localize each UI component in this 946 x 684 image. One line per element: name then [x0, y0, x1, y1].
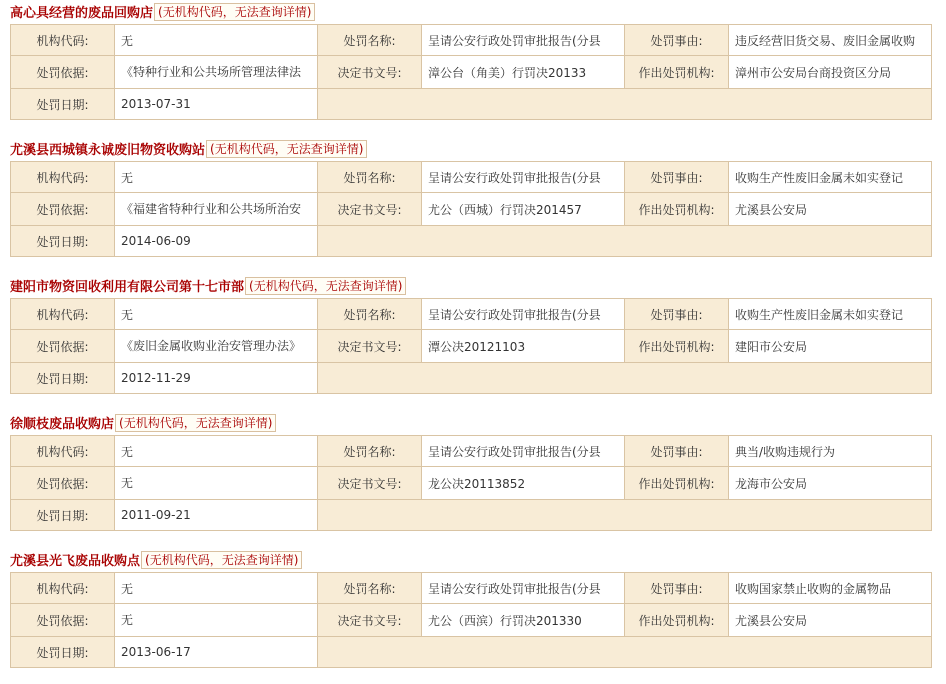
penalty-record [10, 139, 931, 257]
company-name-link[interactable]: 徐顺枝废品收购店 [10, 417, 115, 432]
org-code-value: 无 [115, 25, 318, 56]
org-code-value: 无 [115, 162, 318, 193]
penalty-basis-value: 《废旧金属收购业治安管理办法》 [115, 330, 318, 363]
penalty-reason-label: 处罚事由: [625, 162, 729, 193]
penalty-date-label: 处罚日期: [11, 637, 115, 668]
penalty-name-label: 处罚名称: [318, 573, 422, 604]
penalty-reason-label: 处罚事由: [625, 436, 729, 467]
record-detail-table [10, 161, 932, 257]
authority-label: 作出处罚机构: [625, 56, 729, 89]
empty-cell [318, 226, 932, 257]
record-header [10, 2, 931, 24]
penalty-date-label: 处罚日期: [11, 226, 115, 257]
org-code-label: 机构代码: [11, 25, 115, 56]
penalty-record [10, 276, 931, 394]
org-code-value: 无 [115, 299, 318, 330]
table-row [11, 363, 932, 394]
authority-value: 龙海市公安局 [729, 467, 932, 500]
penalty-basis-value: 《福建省特种行业和公共场所治安 [115, 193, 318, 226]
company-name-link[interactable]: 建阳市物资回收利用有限公司第十七市部 [10, 280, 245, 295]
table-row [11, 637, 932, 668]
authority-label: 作出处罚机构: [625, 330, 729, 363]
org-code-label: 机构代码: [11, 436, 115, 467]
penalty-date-value: 2011-09-21 [115, 500, 318, 531]
decision-no-label: 决定书文号: [318, 604, 422, 637]
penalty-name-label: 处罚名称: [318, 162, 422, 193]
decision-no-value: 尤公（西城）行罚决201457 [422, 193, 625, 226]
penalty-reason-value: 收购国家禁止收购的金属物品 [729, 573, 932, 604]
penalty-date-value: 2012-11-29 [115, 363, 318, 394]
record-detail-table [10, 435, 932, 531]
penalty-date-value: 2013-06-17 [115, 637, 318, 668]
table-row [11, 500, 932, 531]
penalty-date-label: 处罚日期: [11, 363, 115, 394]
authority-label: 作出处罚机构: [625, 467, 729, 500]
penalty-reason-label: 处罚事由: [625, 25, 729, 56]
org-code-value: 无 [115, 436, 318, 467]
penalty-record [10, 550, 931, 668]
authority-value: 建阳市公安局 [729, 330, 932, 363]
no-org-code-notice: (无机构代码，无法查询详情) [141, 551, 302, 569]
table-row [11, 162, 932, 193]
penalty-reason-label: 处罚事由: [625, 573, 729, 604]
penalty-record [10, 2, 931, 120]
company-name-link[interactable]: 高心具经营的废品回购店 [10, 6, 154, 21]
penalty-reason-value: 违反经营旧货交易、废旧金属收购 [729, 25, 932, 56]
empty-cell [318, 500, 932, 531]
penalty-name-label: 处罚名称: [318, 299, 422, 330]
penalty-basis-value: 无 [115, 604, 318, 637]
penalty-record [10, 413, 931, 531]
penalty-name-value: 呈请公安行政处罚审批报告(分县 [422, 573, 625, 604]
record-header [10, 413, 931, 435]
record-header [10, 139, 931, 161]
penalty-reason-label: 处罚事由: [625, 299, 729, 330]
decision-no-value: 龙公决20113852 [422, 467, 625, 500]
penalty-basis-value: 无 [115, 467, 318, 500]
penalty-reason-value: 收购生产性废旧金属未如实登记 [729, 162, 932, 193]
table-row [11, 299, 932, 330]
table-row [11, 330, 932, 363]
authority-label: 作出处罚机构: [625, 604, 729, 637]
record-detail-table [10, 572, 932, 668]
penalty-date-label: 处罚日期: [11, 500, 115, 531]
authority-value: 漳州市公安局台商投资区分局 [729, 56, 932, 89]
penalty-basis-label: 处罚依据: [11, 56, 115, 89]
no-org-code-notice: (无机构代码，无法查询详情) [245, 277, 406, 295]
record-detail-table [10, 24, 932, 120]
penalty-name-value: 呈请公安行政处罚审批报告(分县 [422, 299, 625, 330]
record-header [10, 276, 931, 298]
org-code-label: 机构代码: [11, 299, 115, 330]
no-org-code-notice: (无机构代码，无法查询详情) [206, 140, 367, 158]
org-code-value: 无 [115, 573, 318, 604]
table-row [11, 193, 932, 226]
penalty-basis-label: 处罚依据: [11, 604, 115, 637]
penalty-basis-value: 《特种行业和公共场所管理法律法 [115, 56, 318, 89]
penalty-name-value: 呈请公安行政处罚审批报告(分县 [422, 25, 625, 56]
table-row [11, 573, 932, 604]
no-org-code-notice: (无机构代码，无法查询详情) [154, 3, 315, 21]
no-org-code-notice: (无机构代码，无法查询详情) [115, 414, 276, 432]
authority-label: 作出处罚机构: [625, 193, 729, 226]
org-code-label: 机构代码: [11, 573, 115, 604]
record-detail-table [10, 298, 932, 394]
empty-cell [318, 637, 932, 668]
empty-cell [318, 89, 932, 120]
penalty-reason-value: 典当/收购违规行为 [729, 436, 932, 467]
decision-no-value: 漳公台（角美）行罚决20133 [422, 56, 625, 89]
company-name-link[interactable]: 尤溪县西城镇永诚废旧物资收购站 [10, 143, 206, 158]
table-row [11, 226, 932, 257]
record-header [10, 550, 931, 572]
table-row [11, 25, 932, 56]
penalty-name-value: 呈请公安行政处罚审批报告(分县 [422, 436, 625, 467]
authority-value: 尤溪县公安局 [729, 193, 932, 226]
table-row [11, 89, 932, 120]
table-row [11, 604, 932, 637]
decision-no-value: 潭公决20121103 [422, 330, 625, 363]
table-row [11, 436, 932, 467]
penalty-basis-label: 处罚依据: [11, 467, 115, 500]
penalty-basis-label: 处罚依据: [11, 330, 115, 363]
penalty-date-label: 处罚日期: [11, 89, 115, 120]
decision-no-label: 决定书文号: [318, 467, 422, 500]
penalty-date-value: 2014-06-09 [115, 226, 318, 257]
org-code-label: 机构代码: [11, 162, 115, 193]
empty-cell [318, 363, 932, 394]
decision-no-label: 决定书文号: [318, 330, 422, 363]
authority-value: 尤溪县公安局 [729, 604, 932, 637]
table-row [11, 56, 932, 89]
company-name-link[interactable]: 尤溪县光飞废品收购点 [10, 554, 141, 569]
penalty-date-value: 2013-07-31 [115, 89, 318, 120]
penalty-name-label: 处罚名称: [318, 25, 422, 56]
table-row [11, 467, 932, 500]
penalty-basis-label: 处罚依据: [11, 193, 115, 226]
penalty-name-value: 呈请公安行政处罚审批报告(分县 [422, 162, 625, 193]
decision-no-label: 决定书文号: [318, 193, 422, 226]
penalty-reason-value: 收购生产性废旧金属未如实登记 [729, 299, 932, 330]
penalty-name-label: 处罚名称: [318, 436, 422, 467]
decision-no-label: 决定书文号: [318, 56, 422, 89]
decision-no-value: 尤公（西滨）行罚决201330 [422, 604, 625, 637]
